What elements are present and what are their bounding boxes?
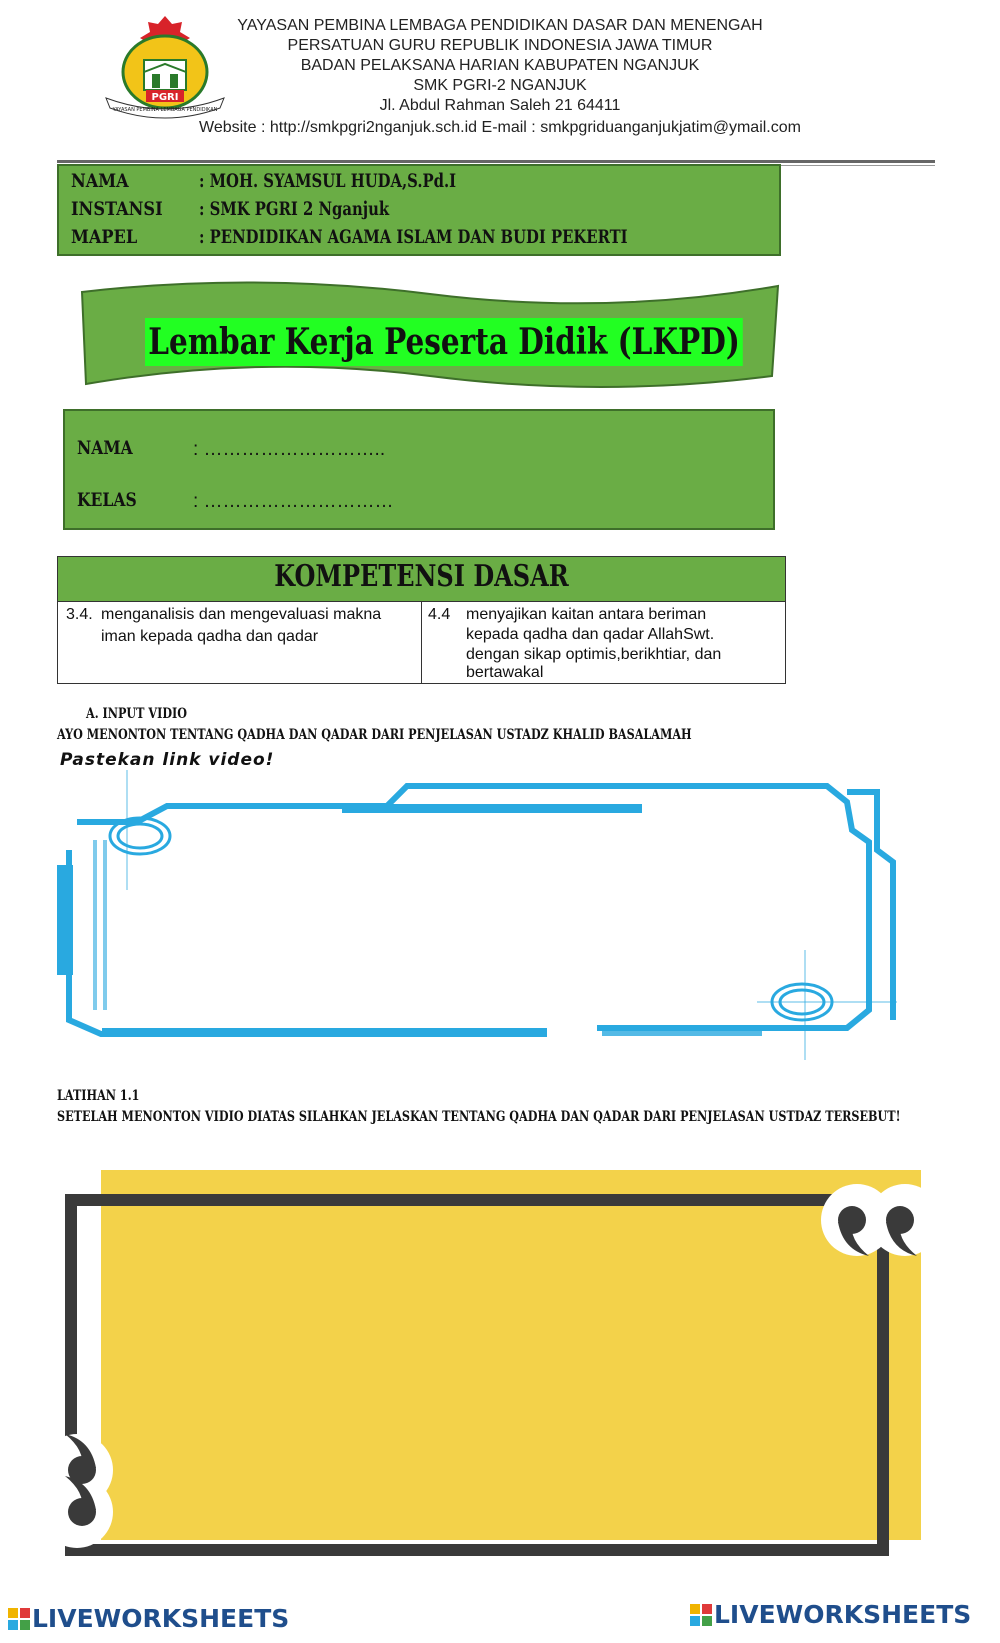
footer-brand-right[interactable]	[690, 1600, 971, 1629]
paste-link-hint: Pastekan link video!	[60, 750, 275, 770]
mapel-value: : PENDIDIKAN AGAMA ISLAM DAN BUDI PEKERTI	[199, 226, 628, 248]
latihan-instruction: SETELAH MENONTON VIDIO DIATAS SILAHKAN JELASKAN TENTANG QADHA DAN QADAR DARI PENJELASAN USTDAZ TERSEBUT!	[57, 1109, 901, 1125]
footer-brand-right-text: LIVEWORKSHEETS	[714, 1600, 972, 1629]
kompetensi-dasar-table	[57, 556, 786, 684]
kd-header	[58, 557, 785, 602]
student-nama-field[interactable]: : ………………………..	[193, 439, 386, 460]
letterhead-divider	[57, 160, 935, 163]
student-kelas-label: KELAS	[77, 489, 137, 511]
student-nama-label: NAMA	[77, 437, 133, 459]
kd-right-text-3: dengan sikap optimis,berikhtiar, dan	[466, 646, 722, 663]
instansi-label: INSTANSI	[71, 198, 163, 220]
section-a-instruction: AYO MENONTON TENTANG QADHA DAN QADAR DARI PENJELASAN USTADZ KHALID BASALAMAH	[57, 727, 692, 743]
answer-frame[interactable]	[57, 1170, 937, 1560]
kd-right-text-2: kepada qadha dan qadar AllahSwt.	[466, 626, 715, 643]
student-info-box	[63, 409, 775, 530]
kd-right-text-1: menyajikan kaitan antara beriman	[466, 606, 707, 623]
letterhead-line-2: PERSATUAN GURU REPUBLIK INDONESIA JAWA TIMUR	[287, 37, 713, 54]
logo-ribbon: YAYASAN PEMBINA LEMBAGA PENDIDIKAN	[112, 107, 218, 113]
mapel-label: MAPEL	[71, 226, 138, 248]
logo-text: PGRI	[151, 92, 179, 103]
letterhead-line-3: BADAN PELAKSANA HARIAN KABUPATEN NGANJUK	[300, 57, 700, 74]
latihan-heading: LATIHAN 1.1	[57, 1088, 140, 1104]
kd-left-text-1: menganalisis dan mengevaluasi makna	[101, 606, 382, 623]
letterhead-line-4: SMK PGRI-2 NGANJUK	[413, 77, 587, 94]
footer-brand-left[interactable]	[8, 1604, 289, 1633]
kd-right-text-4: bertawakal	[466, 664, 544, 681]
footer-brand-left-text: LIVEWORKSHEETS	[32, 1604, 290, 1633]
letterhead-line-5: Jl. Abdul Rahman Saleh 21 64411	[379, 97, 621, 114]
liveworksheets-icon	[690, 1604, 712, 1626]
kd-right-num: 4.4	[428, 606, 451, 623]
video-link-frame[interactable]	[57, 770, 927, 1060]
kd-left-num: 3.4.	[66, 606, 93, 623]
nama-value: : MOH. SYAMSUL HUDA,S.Pd.I	[199, 170, 457, 192]
kd-left-text-2: iman kepada qadha dan qadar	[101, 628, 319, 645]
kd-title: KOMPETENSI DASAR	[274, 559, 569, 594]
lkpd-title: Lembar Kerja Peserta Didik (LKPD)	[145, 318, 743, 366]
student-kelas-field[interactable]: : …………………………	[193, 491, 394, 512]
letterhead-line-1: YAYASAN PEMBINA LEMBAGA PENDIDIKAN DASAR DAN MENENGAH	[237, 17, 763, 34]
kd-column-divider	[421, 602, 422, 683]
liveworksheets-icon	[8, 1608, 30, 1630]
teacher-info-box	[57, 164, 781, 256]
nama-label: NAMA	[71, 170, 129, 192]
section-a-heading: A. INPUT VIDIO	[86, 706, 188, 722]
instansi-value: : SMK PGRI 2 Nganjuk	[199, 198, 390, 220]
letterhead-line-6: Website : http://smkpgri2nganjuk.sch.id E-mail : smkpgriduanganjukjatim@ymail.com	[199, 119, 801, 136]
